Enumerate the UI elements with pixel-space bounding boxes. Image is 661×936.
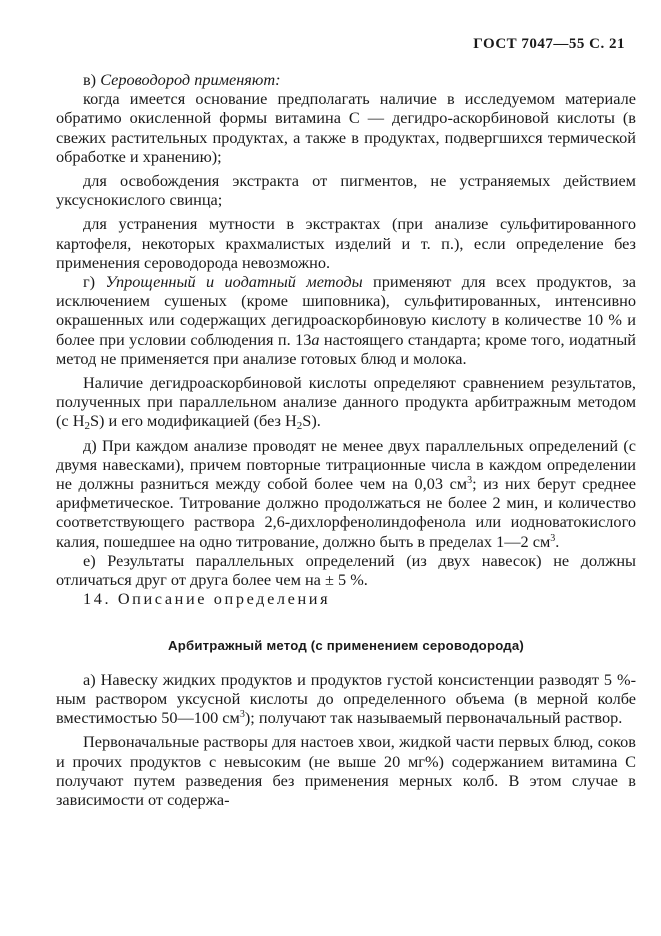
paragraph-simplified-methods: г) Упрощенный и иодатный методы применяют для всех продуктов, за исключением сушеных (кроме шиповника), сульфитированных, интенсивно окрашенных или содержащих дегидроаскорбиновую кислоту в количестве 10 % и более при условии соблюдения п. 13а настоящего стандарта; кроме того, иодатный метод не применяется при анализе готовых блюд и молока. <box>56 272 636 368</box>
paragraph-dehydroascorbic: Наличие дегидроаскорбиновой кислоты определяют сравнением результатов, полученных при параллельном анализе данного продукта арбитражным методом (с $H_2S$) и его модификацией (без $H_2S$). <box>56 373 636 433</box>
paragraph-hydrogen-sulfide-intro <box>56 70 636 89</box>
paragraph-results: е) Результаты параллельных определений (из двух навесок) не должны отличаться друг от друга более чем на ± 5 %. <box>56 550 636 590</box>
paragraph-turbidity: для устранения мутности в экстрактах (при анализе сульфитированного картофеля, некоторых крахмалистых изделий и т. п.), если определение без применения сероводорода невозможно. <box>56 214 636 272</box>
italic-heading: Сероводород применяют: <box>100 70 281 89</box>
method-heading: Арбитражный метод (с применением сероводорода) <box>168 638 524 654</box>
document-body <box>56 70 636 809</box>
item-label: в) <box>83 70 101 89</box>
page-header: ГОСТ 7047—55 С. 21 <box>473 36 625 52</box>
paragraph-oxidized-form: когда имеется основание предполагать наличие в исследуемом материале обратимо окисленной формы витамина С — дегидро-аскорбиновой кислоты (в свежих растительных продуктах, а также в продуктах, подвергшихся термической обработке и хранению); <box>56 89 636 166</box>
paragraph-pigments: для освобождения экстракта от пигментов, не устраняемых действием уксуснокислого свинца; <box>56 171 636 210</box>
italic-method-name: Упрощенный и иодатный методы <box>105 272 363 292</box>
section-title: 14. Описание определения <box>83 589 331 609</box>
paragraph-parallel-determinations: д) При каждом анализе проводят не менее двух параллельных определений (с двумя навесками), причем повторные титрационные числа в каждом определении не должны разниться между собой более чем на 0,03 $см^3$; из них берут среднее арифметическое. Титрование должно продолжаться не более 2 мин, и количество соответствующего раствора 2,6-дихлорфенолиндофенола или иодноватокислого калия, пошедшее на одно титрование, должно быть в пределах 1—2 $см^3$. <box>56 435 636 551</box>
paragraph-initial-solutions: Первоначальные растворы для настоев хвои, жидкой части первых блюд, соков и прочих продуктов с невысоким (не выше 20 мг%) содержанием витамина С получают путем разведения без применения мерных колб. В этом случае в зависимости от содержа- <box>56 732 636 809</box>
paragraph-sample-dilution: а) Навеску жидких продуктов и продуктов густой консистенции разводят 5 %-ным раствором уксусной кислоты до определенного объема (в мерной колбе вместимостью 50—100 $см^3$); получают так называемый первоначальный раствор. <box>56 669 636 728</box>
